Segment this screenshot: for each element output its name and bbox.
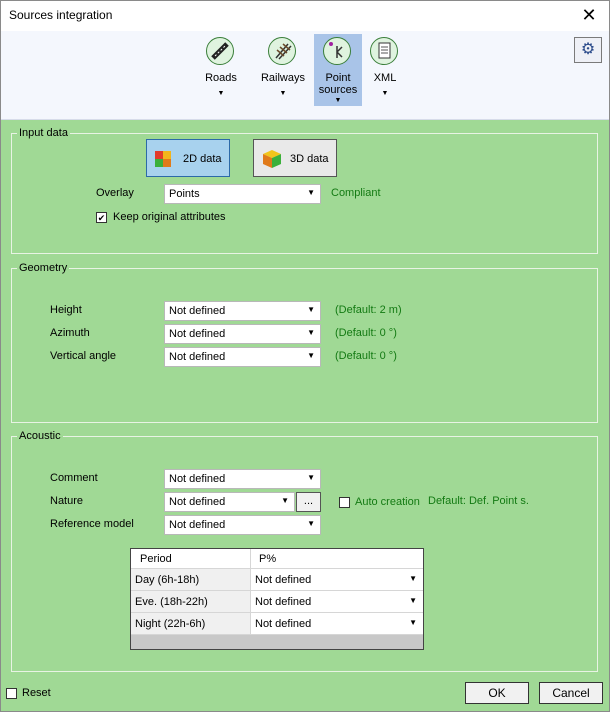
overlay-label: Overlay <box>96 187 134 199</box>
chevron-down-icon: ▼ <box>279 90 287 97</box>
dropdown-arrow-icon: ▼ <box>409 596 417 605</box>
gear-icon[interactable]: ⚙ <box>574 37 602 63</box>
railway-icon <box>268 37 296 65</box>
chevron-down-icon: ▼ <box>381 90 389 97</box>
xml-document-icon <box>370 37 398 65</box>
point-source-icon <box>323 37 351 65</box>
height-select[interactable]: Not defined ▼ <box>164 301 321 321</box>
ribbon-railways-button[interactable]: Railways ▼ <box>259 34 307 106</box>
ribbon-point-sources-button[interactable]: Point sources ▼ <box>314 34 362 106</box>
overlay-note: Compliant <box>331 187 381 199</box>
geometry-title: Geometry <box>19 262 68 274</box>
window-title: Sources integration <box>9 8 113 22</box>
2d-data-button[interactable]: 2D data <box>146 139 230 177</box>
height-label: Height <box>50 304 82 316</box>
azimuth-label: Azimuth <box>50 327 90 339</box>
dropdown-arrow-icon: ▼ <box>307 328 315 337</box>
overlay-select[interactable]: Points ▼ <box>164 184 321 204</box>
dropdown-arrow-icon: ▼ <box>307 351 315 360</box>
table-header-period: Period <box>131 549 251 569</box>
road-icon <box>206 37 234 65</box>
cancel-button[interactable]: Cancel <box>539 682 603 704</box>
nature-label: Nature <box>50 495 84 507</box>
period-table <box>130 548 424 650</box>
acoustic-title: Acoustic <box>19 430 61 442</box>
table-footer <box>131 635 423 649</box>
dropdown-arrow-icon: ▼ <box>281 496 289 505</box>
auto-creation-label: Auto creation <box>355 496 420 508</box>
height-note: (Default: 2 m) <box>335 304 402 316</box>
ok-button[interactable]: OK <box>465 682 529 704</box>
3d-cube-icon <box>262 149 282 172</box>
2d-grid-icon <box>155 151 171 170</box>
dropdown-arrow-icon: ▼ <box>409 618 417 627</box>
reference-model-label: Reference model <box>50 518 134 530</box>
vertical-angle-label: Vertical angle <box>50 350 117 362</box>
auto-creation-checkbox[interactable] <box>339 497 350 508</box>
table-row-period: Eve. (18h-22h) <box>131 591 251 613</box>
table-row-period: Day (6h-18h) <box>131 569 251 591</box>
close-icon[interactable]: ✕ <box>581 5 597 25</box>
vertical-angle-select[interactable]: Not defined ▼ <box>164 347 321 367</box>
dropdown-arrow-icon: ▼ <box>307 473 315 482</box>
chevron-down-icon: ▼ <box>217 90 225 97</box>
3d-data-button[interactable]: 3D data <box>253 139 337 177</box>
geometry-group <box>11 268 598 423</box>
evening-percent-select[interactable]: Not defined ▼ <box>251 591 423 613</box>
reset-checkbox[interactable] <box>6 688 17 699</box>
vertical-angle-note: (Default: 0 °) <box>335 350 397 362</box>
nature-browse-button[interactable]: ... <box>296 492 321 512</box>
comment-select[interactable]: Not defined ▼ <box>164 469 321 489</box>
dropdown-arrow-icon: ▼ <box>307 519 315 528</box>
ribbon-roads-button[interactable]: Roads ▼ <box>197 34 245 106</box>
reference-model-select[interactable]: Not defined ▼ <box>164 515 321 535</box>
keep-attributes-checkbox[interactable]: ✔ <box>97 213 106 223</box>
night-percent-select[interactable]: Not defined ▼ <box>251 613 423 635</box>
day-percent-select[interactable]: Not defined ▼ <box>251 569 423 591</box>
input-data-title: Input data <box>19 127 68 139</box>
chevron-down-icon: ▼ <box>334 97 342 104</box>
reset-label: Reset <box>22 687 51 699</box>
comment-label: Comment <box>50 472 98 484</box>
azimuth-select[interactable]: Not defined ▼ <box>164 324 321 344</box>
dropdown-arrow-icon: ▼ <box>307 188 315 197</box>
dropdown-arrow-icon: ▼ <box>307 305 315 314</box>
ribbon-xml-button[interactable]: XML ▼ <box>361 34 409 106</box>
azimuth-note: (Default: 0 °) <box>335 327 397 339</box>
table-row-period: Night (22h-6h) <box>131 613 251 635</box>
table-header-percent: P% <box>251 549 423 569</box>
nature-note: Default: Def. Point s. <box>428 495 529 507</box>
dropdown-arrow-icon: ▼ <box>409 574 417 583</box>
nature-select[interactable]: Not defined ▼ <box>164 492 295 512</box>
keep-attributes-label: Keep original attributes <box>113 211 226 223</box>
